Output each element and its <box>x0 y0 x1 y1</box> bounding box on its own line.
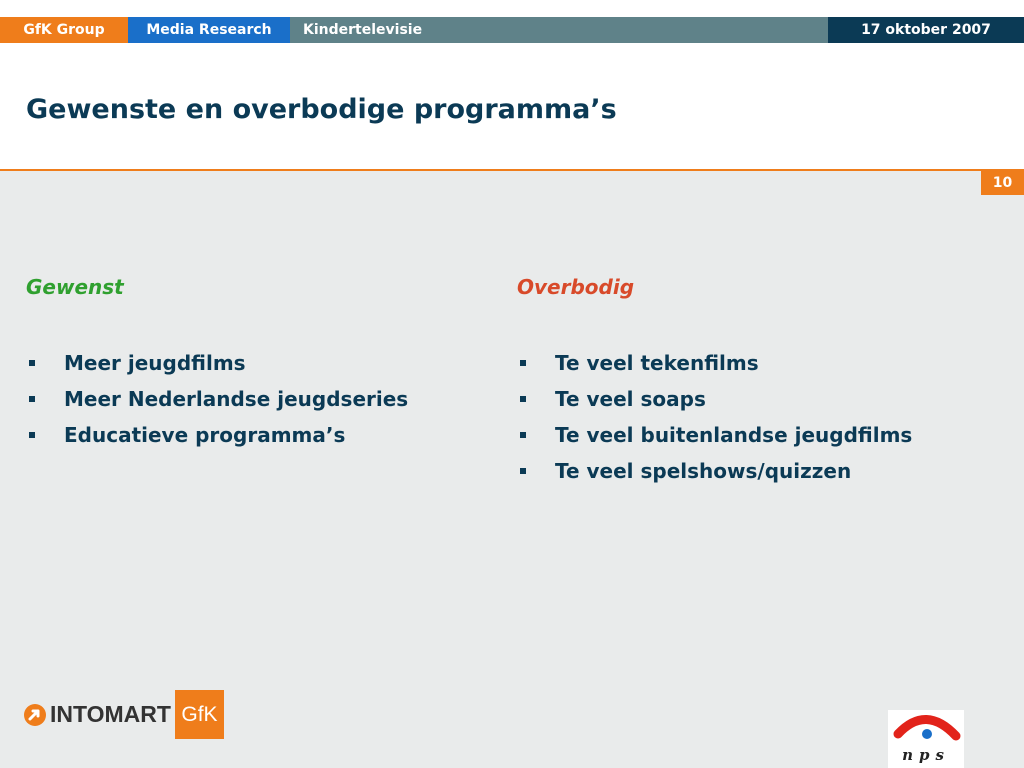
list-item-text: Meer jeugdfilms <box>64 351 246 375</box>
bullet-list-wanted <box>26 345 408 453</box>
column-heading-redundant: Overbodig <box>517 275 635 299</box>
column-heading-wanted: Gewenst <box>26 275 124 299</box>
list-item <box>26 417 408 453</box>
slide-title: Gewenste en overbodige programma’s <box>26 94 617 125</box>
list-item-text: Meer Nederlandse jeugdseries <box>64 387 409 411</box>
header-date-label: 17 oktober 2007 <box>828 17 1024 43</box>
bullet-icon <box>29 360 35 366</box>
content-area <box>0 171 1024 768</box>
column-redundant <box>517 275 912 489</box>
list-item <box>517 453 912 489</box>
list-item <box>26 345 408 381</box>
header-group-label: GfK Group <box>0 17 128 43</box>
bullet-icon <box>520 360 526 366</box>
bullet-icon <box>520 468 526 474</box>
list-item-text: Te veel buitenlandse jeugdfilms <box>555 423 913 447</box>
intomart-gfk-logo <box>24 690 224 739</box>
list-item-text: Educatieve programma’s <box>64 423 346 447</box>
nps-wordmark: nps <box>902 746 950 764</box>
list-item <box>517 417 912 453</box>
list-item-text: Te veel soaps <box>555 387 706 411</box>
intomart-wordmark: INTOMART <box>50 701 171 727</box>
header-division-label: Media Research <box>128 17 290 43</box>
header-bar <box>0 17 1024 43</box>
bullet-list-redundant <box>517 345 912 489</box>
intomart-arrow-icon <box>24 704 46 726</box>
list-item <box>517 381 912 417</box>
bullet-icon <box>520 432 526 438</box>
list-item-text: Te veel spelshows/quizzen <box>555 459 852 483</box>
list-item <box>517 345 912 381</box>
bullet-icon <box>520 396 526 402</box>
gfk-logo: GfK <box>175 690 224 739</box>
list-item-text: Te veel tekenfilms <box>555 351 759 375</box>
column-wanted <box>26 275 408 453</box>
header-topic-label: Kindertelevisie <box>290 17 828 43</box>
bullet-icon <box>29 432 35 438</box>
list-item <box>26 381 408 417</box>
nps-logo <box>888 710 964 768</box>
bullet-icon <box>29 396 35 402</box>
page-number-badge: 10 <box>981 171 1024 195</box>
nps-logo-graphic <box>888 710 964 768</box>
